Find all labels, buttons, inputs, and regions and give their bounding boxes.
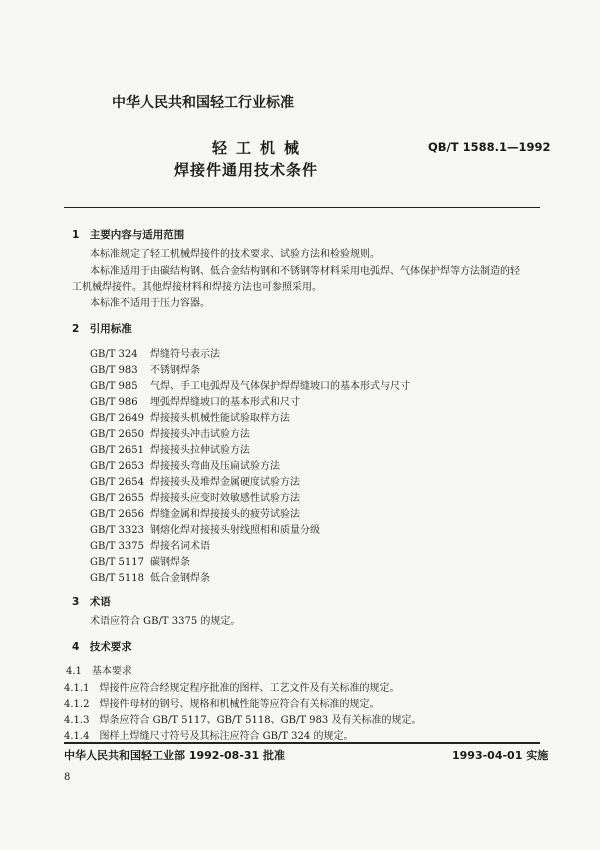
reference-item — [90, 393, 300, 408]
section-1-p2a: 本标准适用于由碳结构钢、低合金结构钢和不锈钢等材料采用电弧焊、气体保护焊等方法制造的轻 — [90, 266, 520, 277]
section-1-heading: 1 主要内容与适用范围 — [72, 229, 185, 241]
clause-4-1-1: 4.1.1 焊接件应符合经规定程序批准的图样、工艺文件及有关标准的规定。 — [64, 683, 400, 694]
reference-item — [90, 377, 410, 392]
doc-title-line2: 焊接件通用技术条件 — [174, 161, 319, 179]
reference-title: 焊接接头冲击试验方法 — [150, 429, 250, 440]
reference-code: GB/T 324 — [90, 349, 138, 360]
doc-title-line1: 轻工机械 — [212, 139, 309, 157]
reference-code: GB/T 2649 — [90, 413, 145, 424]
reference-title: 焊接接头弯曲及压扁试验方法 — [150, 461, 280, 472]
reference-title: 低合金钢焊条 — [150, 573, 210, 584]
reference-title: 埋弧焊焊缝坡口的基本形式和尺寸 — [150, 397, 300, 408]
reference-item — [90, 425, 250, 440]
section-3-heading: 3 术语 — [72, 596, 111, 608]
reference-item — [90, 473, 300, 488]
clause-4-1-3: 4.1.3 焊条应符合 GB/T 5117、GB/T 5118、GB/T 983 及有关标准的规定。 — [64, 715, 422, 726]
section-1-p1: 本标准规定了轻工机械焊接件的技术要求、试验方法和检验规则。 — [90, 249, 380, 260]
reference-item — [90, 521, 320, 536]
reference-code: GB/T 5118 — [90, 573, 145, 584]
reference-title: 焊缝符号表示法 — [150, 349, 220, 360]
reference-item — [90, 441, 250, 456]
subsection-4-1-heading: 4.1 基本要求 — [66, 666, 132, 677]
reference-item — [90, 409, 290, 424]
reference-title: 不锈钢焊条 — [150, 365, 200, 376]
standard-code: QB/T 1588.1—1992 — [428, 140, 551, 154]
reference-item — [90, 345, 220, 360]
reference-item — [90, 553, 190, 568]
reference-title: 钢熔化焊对接接头射线照相和质量分级 — [150, 525, 320, 536]
reference-item — [90, 361, 200, 376]
reference-code: GB/T 985 — [90, 381, 138, 392]
reference-code: GB/T 2650 — [90, 429, 145, 440]
reference-code: GB/T 2651 — [90, 445, 145, 456]
section-1-p3: 本标准不适用于压力容器。 — [90, 298, 210, 309]
reference-item — [90, 505, 300, 520]
reference-code: GB/T 3323 — [90, 525, 145, 536]
reference-code: GB/T 2654 — [90, 477, 145, 488]
reference-title: 气焊、手工电弧焊及气体保护焊焊缝坡口的基本形式与尺寸 — [150, 381, 410, 392]
reference-code: GB/T 5117 — [90, 557, 145, 568]
reference-code: GB/T 983 — [90, 365, 138, 376]
reference-title: 焊接接头及堆焊金属硬度试验方法 — [150, 477, 300, 488]
reference-code: GB/T 2655 — [90, 493, 145, 504]
section-4-heading: 4 技术要求 — [72, 641, 132, 653]
clause-4-1-2: 4.1.2 焊接件母材的钢号、规格和机械性能等应符合有关标准的规定。 — [64, 699, 380, 710]
section-1-p2b: 工机械焊接件。其他焊接材料和焊接方法也可参照采用。 — [72, 282, 322, 293]
reference-title: 焊接接头应变时效敏感性试验方法 — [150, 493, 300, 504]
page-number: 8 — [64, 772, 71, 783]
reference-code: GB/T 3375 — [90, 541, 145, 552]
footer-rule — [64, 742, 540, 744]
section-3-p1: 术语应符合 GB/T 3375 的规定。 — [90, 616, 241, 627]
clause-4-1-4: 4.1.4 图样上焊缝尺寸符号及其标注应符合 GB/T 324 的规定。 — [64, 731, 354, 742]
reference-title: 焊接接头拉伸试验方法 — [150, 445, 250, 456]
standard-category: 中华人民共和国轻工行业标准 — [112, 95, 294, 111]
reference-item — [90, 537, 210, 552]
reference-title: 焊缝金属和焊接接头的疲劳试验法 — [150, 509, 300, 520]
reference-item — [90, 569, 210, 584]
reference-code: GB/T 2653 — [90, 461, 145, 472]
implementation-date: 1993-04-01 实施 — [452, 749, 549, 762]
reference-item — [90, 457, 280, 472]
reference-title: 焊接接头机械性能试验取样方法 — [150, 413, 290, 424]
reference-code: GB/T 986 — [90, 397, 138, 408]
reference-title: 碳钢焊条 — [150, 557, 190, 568]
section-2-heading: 2 引用标准 — [72, 323, 132, 335]
reference-code: GB/T 2656 — [90, 509, 145, 520]
reference-title: 焊接名词术语 — [150, 541, 210, 552]
header-rule — [64, 207, 540, 208]
reference-item — [90, 489, 300, 504]
approval-line: 中华人民共和国轻工业部 1992-08-31 批准 — [64, 749, 286, 762]
